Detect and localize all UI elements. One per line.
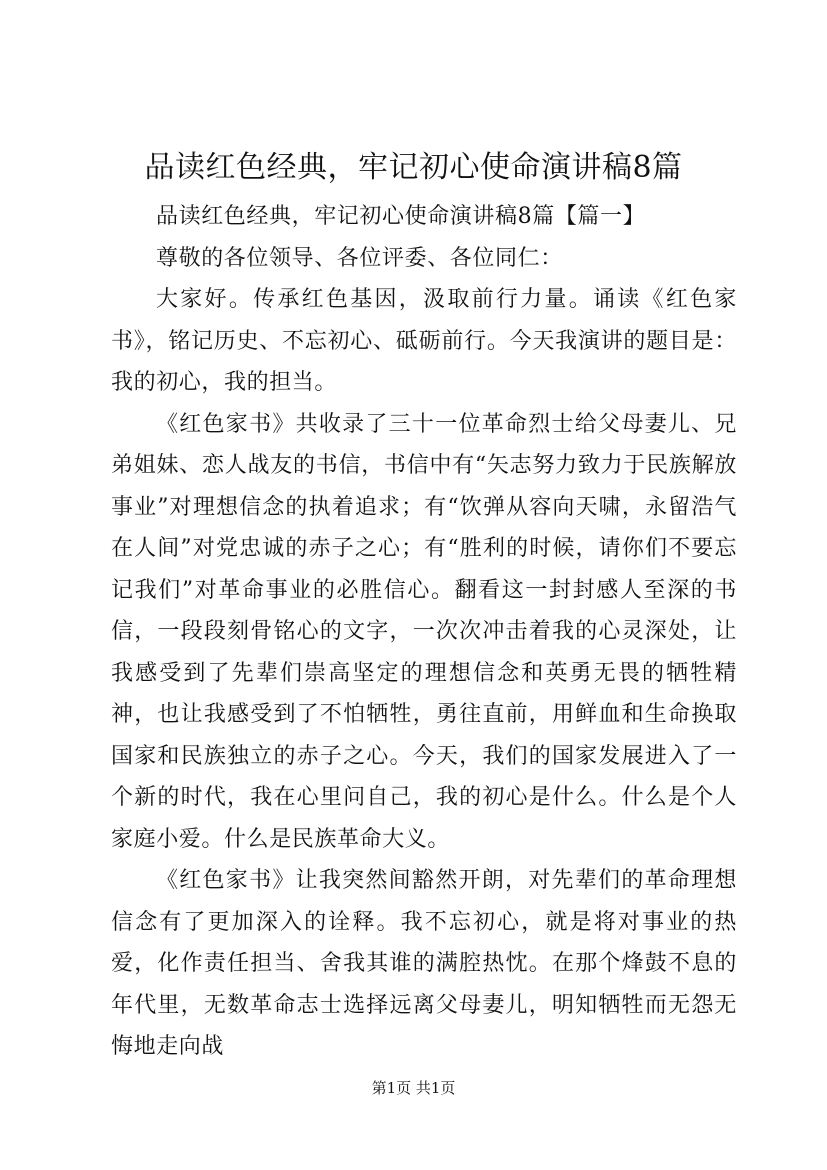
page-number-footer: 第1页 共1页 [371,1079,456,1097]
document-body [111,196,737,1068]
paragraph-original-aspiration: 《红色家书》让我突然间豁然开朗，对先辈们的革命理想信念有了更加深入的诠释。我不忘初心，就是将对事业的热爱，化作责任担当、舍我其谁的满腔热忱。在那个烽鼓不息的年代里，无数革命志士选择远离父母妻儿，明知牺牲而无怨无悔地走向战 [111,868,737,1059]
paragraph-heading: 品读红色经典，牢记初心使命演讲稿8篇【篇一】 [156,204,646,229]
paragraph-greeting: 大家好。传承红色基因，汲取前行力量。诵读《红色家书》，铭记历史、不忘初心、砥砺前行。今天我演讲的题目是：我的初心，我的担当。 [111,287,737,395]
document-title: 品读红色经典，牢记初心使命演讲稿8篇 [144,150,683,185]
paragraph-salutation: 尊敬的各位领导、各位评委、各位同仁： [156,245,563,271]
paragraph-red-letters: 《红色家书》共收录了三十一位革命烈士给父母妻儿、兄弟姐妹、恋人战友的书信，书信中有“矢志努力致力于民族解放事业”对理想信念的执着追求；有“饮弹从容向天啸，永留浩气在人间”对党忠诚的赤子之心；有“胜利的时候，请你们不要忘记我们”对革命事业的必胜信心。翻看这一封封感人至深的书信，一段段刻骨铭心的文字，一次次冲击着我的心灵深处，让我感受到了先辈们崇高坚定的理想信念和英勇无畏的牺牲精神，也让我感受到了不怕牺牲，勇往直前，用鲜血和生命换取国家和民族独立的赤子之心。今天，我们的国家发展进入了一个新的时代，我在心里问自己，我的初心是什么。什么是个人家庭小爱。什么是民族革命大义。 [111,411,737,852]
